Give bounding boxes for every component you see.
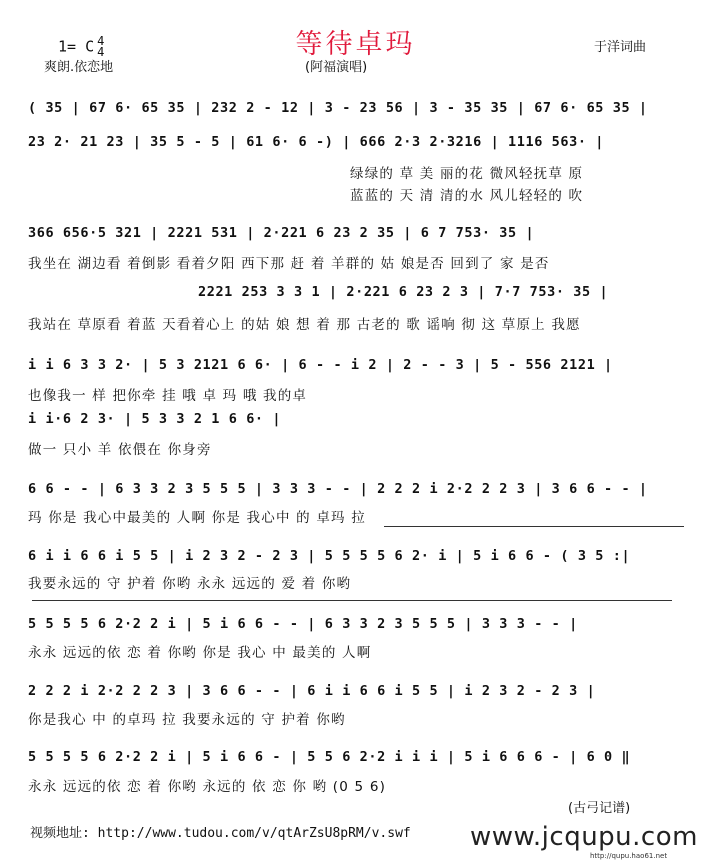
tempo-style: 爽朗.依恋地 [44, 60, 114, 75]
video-link[interactable]: 视频地址: http://www.tudou.com/v/qtArZsU8pRM/v.swf [30, 826, 411, 841]
lyric-line-2a: 绿绿的 草 美 丽的花 微风轻抚草 原 [350, 166, 584, 182]
lyric-line-10: 你是我心 中 的卓玛 拉 我要永远的 守 护着 你哟 [28, 712, 346, 728]
score-line-8: 6 i i 6 6 i 5 5 | i 2 3 2 - 2 3 | 5 5 5 5 6 2· i | 5 i 6 6 - ( 3 5 :| [28, 548, 631, 564]
lyric-line-6: 做一 只小 羊 依偎在 你身旁 [28, 442, 212, 458]
score-line-9: 5 5 5 5 6 2·2 2 i | 5 i 6 6 - - | 6 3 3 2 3 5 5 5 | 3 3 3 - - | [28, 616, 578, 632]
key-text: 1= C [58, 37, 95, 56]
score-title: 等待卓玛 [295, 29, 416, 60]
lyric-line-5: 也像我一 样 把你牵 挂 哦 卓 玛 哦 我的卓 [28, 388, 308, 404]
score-line-2: 23 2· 21 23 | 35 5 - 5 | 61 6· 6 -) | 666 2·3 2·3216 | 1116 563· | [28, 134, 605, 150]
lyric-line-2b: 蓝蓝的 天 清 清的水 风儿轻轻的 吹 [350, 188, 584, 204]
key-signature [58, 36, 104, 58]
volta-1-bracket [384, 526, 684, 527]
score-line-11: 5 5 5 5 6 2·2 2 i | 5 i 6 6 - | 5 5 6 2·2 i i i | 5 i 6 6 6 - | 6 0 ‖ [28, 749, 631, 765]
score-line-4: 2221 253 3 3 1 | 2·221 6 23 2 3 | 7·7 753· 35 | [198, 284, 609, 300]
lyric-line-7: 玛 你是 我心中最美的 人啊 你是 我心中 的 卓玛 拉 [28, 510, 366, 526]
watermark-sub: http://qupu.hao61.net [590, 852, 668, 860]
lyric-line-3: 我坐在 湖边看 着倒影 看着夕阳 西下那 赶 着 羊群的 姑 娘是否 回到了 家 是否 [28, 256, 550, 272]
score-line-3: 366 656·5 321 | 2221 531 | 2·221 6 23 2 35 | 6 7 753· 35 | [28, 225, 535, 241]
time-top: 4 [97, 34, 105, 48]
score-line-7: 6 6 - - | 6 3 3 2 3 5 5 5 | 3 3 3 - - | 2 2 2 i 2·2 2 2 3 | 3 6 6 - - | [28, 481, 648, 497]
transcriber-credit: (古弓记谱) [568, 801, 631, 816]
lyric-line-11: 永永 远远的依 恋 着 你哟 永远的 依 恋 你 哟 (0 5 6) [28, 779, 387, 795]
score-line-5: i i 6 3 3 2· | 5 3 2121 6 6· | 6 - - i 2 | 2 - - 3 | 5 - 556 2121 | [28, 357, 613, 373]
score-line-10: 2 2 2 i 2·2 2 2 3 | 3 6 6 - - | 6 i i 6 6 i 5 5 | i 2 3 2 - 2 3 | [28, 683, 596, 699]
time-bottom: 4 [97, 45, 105, 59]
watermark: www.jcqupu.com [470, 822, 698, 852]
volta-2-bracket [32, 600, 672, 601]
score-line-1: ( 35 | 67 6· 65 35 | 232 2 - 12 | 3 - 23 56 | 3 - 35 35 | 67 6· 65 35 | [28, 100, 648, 116]
lyric-line-8: 我要永远的 守 护着 你哟 永永 远远的 爱 着 你哟 [28, 576, 352, 592]
lyric-line-4: 我站在 草原看 着蓝 天看着心上 的姑 娘 想 着 那 古老的 歌 谣响 彻 这 草原上 我愿 [28, 317, 581, 333]
composer: 于洋词曲 [594, 40, 647, 55]
lyric-line-9: 永永 远远的依 恋 着 你哟 你是 我心 中 最美的 人啊 [28, 645, 372, 661]
score-line-6: i i·6 2 3· | 5 3 3 2 1 6 6· | [28, 411, 282, 427]
time-signature [97, 36, 104, 58]
singer: (阿福演唱) [305, 60, 368, 75]
